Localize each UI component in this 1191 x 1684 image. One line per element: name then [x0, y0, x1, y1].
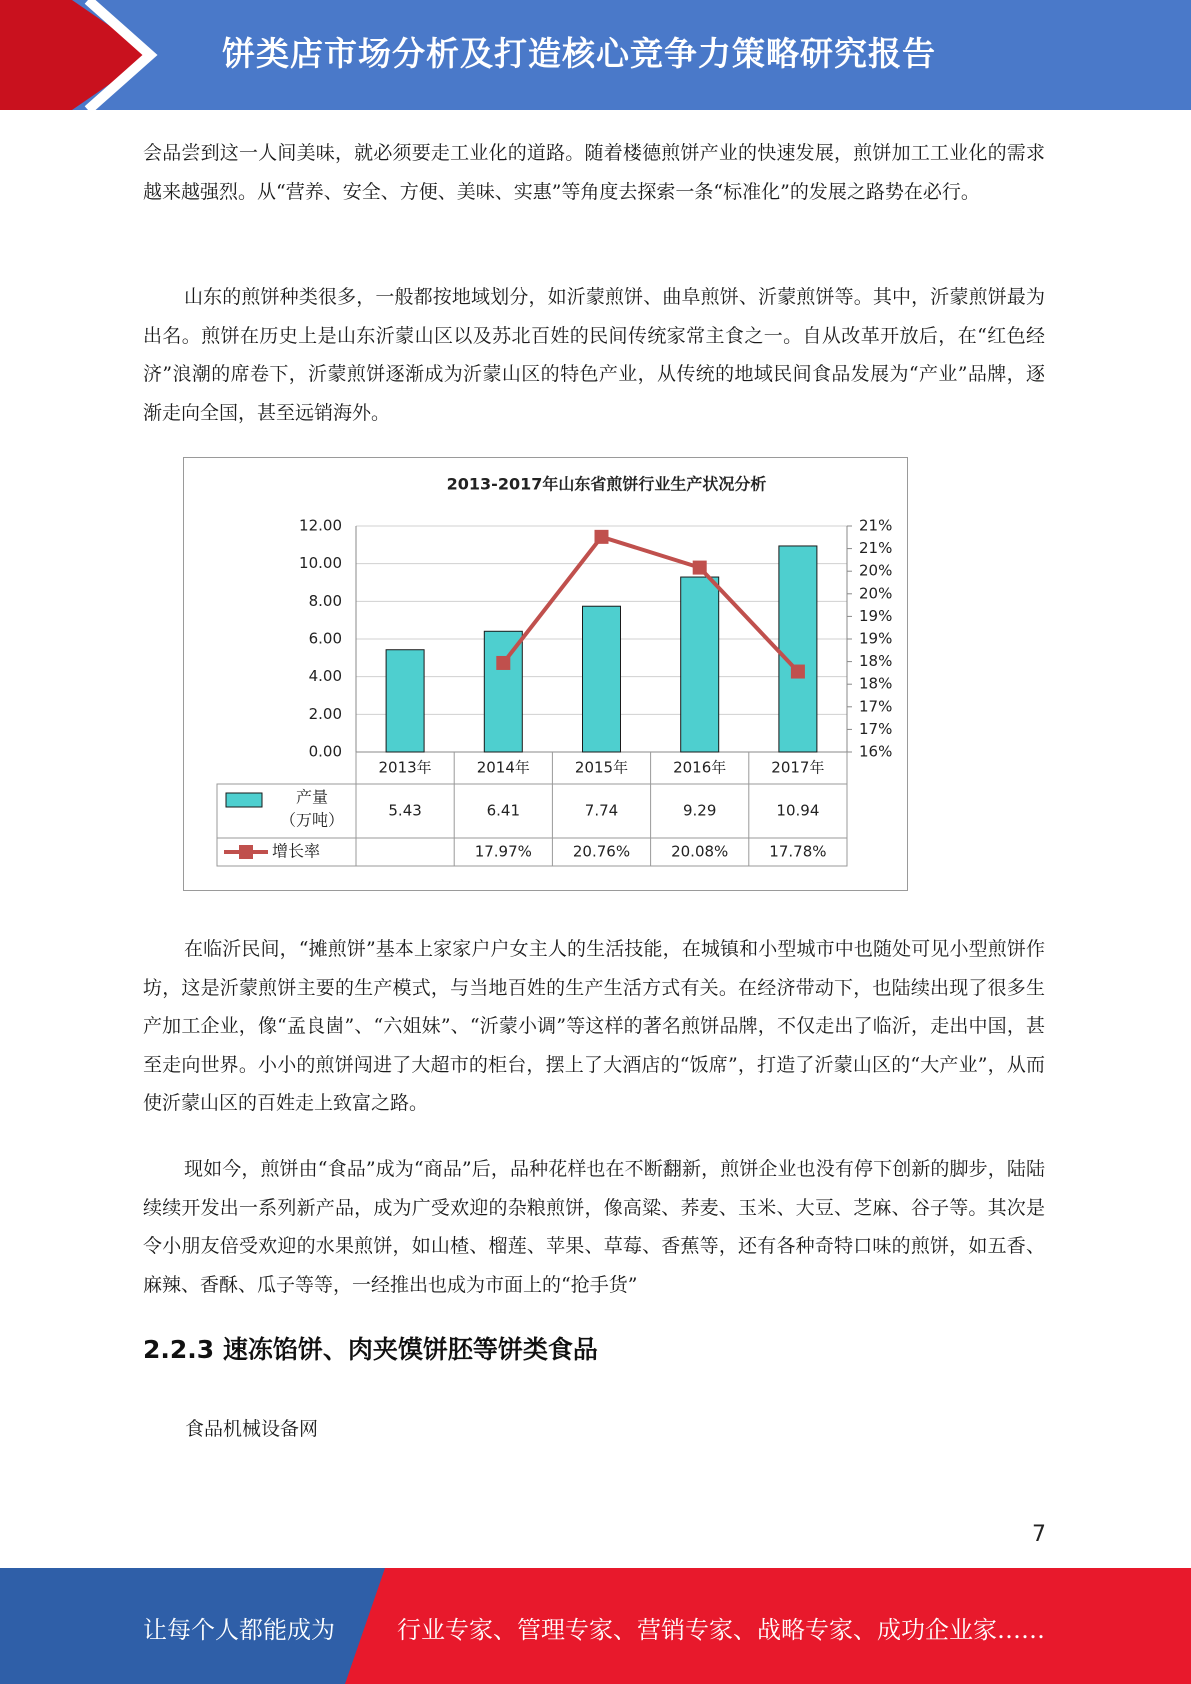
bar	[583, 606, 621, 752]
growth-value-label: 20.76%	[572, 842, 631, 861]
y-tick-label: 4.00	[308, 667, 342, 686]
growth-value-label: 20.08%	[671, 842, 729, 861]
paragraph-2: 山东的煎饼种类很多，一般都按地域划分，如沂蒙煎饼、曲阜煎饼、沂蒙煎饼等。其中，沂蒙煎饼最为出名。煎饼在历史上是山东沂蒙山区以及苏北百姓的民间传统家常主食之一。自从改革开放后，在“红色经济”浪潮的席卷下，沂蒙煎饼逐渐成为沂蒙山区的特色产业，从传统的地域民间食品发展为“产业”品牌，逐渐走向全国，甚至远销海外。	[143, 286, 1045, 424]
page-footer	[0, 1568, 1191, 1684]
chart-title: 2013-2017年山东省煎饼行业生产状况分析	[446, 474, 767, 494]
y-tick-label: 0.00	[308, 742, 342, 761]
bar-value-label: 9.29	[682, 801, 717, 820]
y2-tick-label: 19%	[859, 629, 893, 648]
y2-tick-label: 17%	[859, 697, 893, 716]
y2-tick-label: 21%	[859, 516, 893, 535]
bar	[484, 631, 522, 752]
y2-tick-label: 21%	[859, 539, 893, 558]
legend-key-bar	[226, 793, 262, 807]
x-category-label: 2016年	[673, 758, 727, 777]
report-title: 饼类店市场分析及打造核心竞争力策略研究报告	[222, 34, 936, 73]
y-tick-label: 10.00	[299, 554, 342, 573]
footer-slogan-right: 行业专家、管理专家、营销专家、战略专家、成功企业家……	[397, 1616, 1045, 1644]
paragraph-4: 现如今，煎饼由“食品”成为“商品”后，品种花样也在不断翻新，煎饼企业也没有停下创新的脚步，陆陆续续开发出一系列新产品，成为广受欢迎的杂粮煎饼，像高粱、荞麦、玉米、大豆、芝麻、谷子等。其次是令小朋友倍受欢迎的水果煎饼，如山楂、榴莲、苹果、草莓、香蕉等，还有各种奇特口味的煎饼，如五香、麻辣、香酥、瓜子等等，一经推出也成为市面上的“抢手货”	[143, 1158, 1045, 1296]
x-category-label: 2017年	[771, 758, 825, 777]
y2-tick-label: 17%	[859, 719, 893, 738]
bar	[681, 577, 719, 752]
page-number: 7	[1032, 1522, 1046, 1547]
chart-canvas	[184, 458, 907, 890]
growth-marker	[496, 656, 510, 670]
bar-value-label: 10.94	[776, 801, 820, 820]
footer-slogan-left: 让每个人都能成为	[143, 1616, 335, 1644]
y2-tick-label: 20%	[859, 584, 893, 603]
production-chart	[183, 457, 908, 891]
y2-tick-label: 20%	[859, 561, 893, 580]
section-heading: 2.2.3 速冻馅饼、肉夹馍饼胚等饼类食品	[143, 1335, 598, 1364]
growth-value-label: 17.78%	[769, 842, 827, 861]
x-category-label: 2014年	[476, 758, 530, 777]
bar	[386, 650, 424, 752]
growth-line	[503, 537, 798, 672]
x-category-label: 2013年	[378, 758, 432, 777]
legend-key-marker	[239, 845, 253, 859]
legend-label-bar-unit: （万吨）	[279, 810, 345, 830]
bar-value-label: 7.74	[584, 801, 619, 820]
y-tick-label: 2.00	[308, 704, 342, 723]
bar-value-label: 5.43	[388, 801, 422, 820]
bar	[779, 546, 817, 752]
y2-tick-label: 18%	[859, 674, 893, 693]
y-tick-label: 6.00	[308, 629, 342, 648]
bar-value-label: 6.41	[486, 801, 521, 820]
growth-marker	[791, 665, 805, 679]
paragraph-3: 在临沂民间，“摊煎饼”基本上家家户户女主人的生活技能，在城镇和小型城市中也随处可见小型煎饼作坊，这是沂蒙煎饼主要的生产模式，与当地百姓的生产生活方式有关。在经济带动下，也陆续出现了很多生产加工企业，像“孟良崮”、“六姐妹”、“沂蒙小调”等这样的著名煎饼品牌，不仅走出了临沂，走出中国，甚至走向世界。小小的煎饼闯进了大超市的柜台，摆上了大酒店的“饭席”，打造了沂蒙山区的“大产业”，从而使沂蒙山区的百姓走上致富之路。	[143, 938, 1045, 1114]
growth-marker	[595, 530, 609, 544]
source-text: 食品机械设备网	[185, 1418, 319, 1440]
x-category-label: 2015年	[574, 758, 629, 777]
paragraph-1: 会品尝到这一人间美味，就必须要走工业化的道路。随着楼德煎饼产业的快速发展，煎饼加工工业化的需求越来越强烈。从“营养、安全、方便、美味、实惠”等角度去探索一条“标准化”的发展之路势在必行。	[143, 142, 1045, 203]
y-tick-label: 8.00	[308, 591, 342, 610]
y-tick-label: 12.00	[299, 516, 342, 535]
growth-marker	[693, 561, 707, 575]
page-header	[0, 0, 1191, 110]
y2-tick-label: 19%	[859, 606, 893, 625]
growth-value-label: 17.97%	[474, 842, 532, 861]
y2-tick-label: 18%	[859, 652, 893, 671]
y2-tick-label: 16%	[859, 742, 893, 761]
legend-label-bar: 产量	[295, 787, 329, 807]
legend-label-line: 增长率	[272, 841, 321, 861]
